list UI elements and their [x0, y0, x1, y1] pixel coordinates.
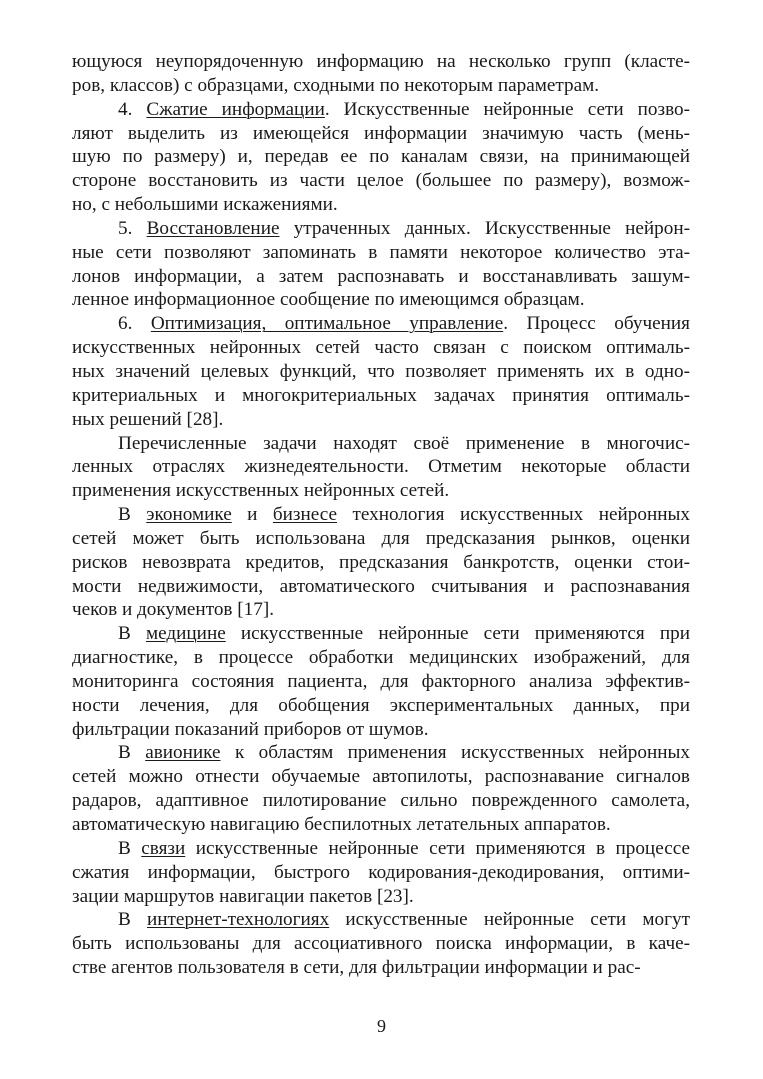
underlined-term: Сжатие информации	[146, 98, 325, 120]
text-segment: ляют выделить из имеющейся информации значимую часть (мень-	[72, 122, 690, 144]
text-line	[72, 74, 690, 98]
text-line	[72, 527, 690, 551]
text-segment: мости недвижимости, автоматического считывания и распознавания	[72, 575, 690, 597]
text-line	[72, 718, 690, 742]
text-segment: быть использованы для ассоциативного поиска информации, в каче-	[72, 933, 690, 955]
text-segment: искусственных нейронных сетей часто связан с поиском оптималь-	[72, 337, 690, 359]
text-segment: мониторинга состояния пациента, для факторного анализа эффектив-	[72, 670, 690, 692]
text-line	[72, 694, 690, 718]
text-segment: автоматическую навигацию беспилотных летательных аппаратов.	[72, 814, 611, 835]
text-segment: В	[118, 504, 147, 526]
text-segment: ющуюся неупорядоченную информацию на несколько групп (класте-	[72, 51, 690, 72]
text-line	[72, 312, 690, 336]
text-line	[72, 241, 690, 265]
text-segment: рисков невозврата кредитов, предсказания банкротств, оценки стои-	[72, 551, 690, 573]
text-segment: сетей может быть использована для предсказания рынков, оценки	[72, 527, 690, 549]
underlined-term: бизнесе	[272, 504, 338, 526]
text-line	[72, 217, 690, 241]
text-line	[72, 551, 690, 575]
underlined-term: экономике	[146, 504, 232, 526]
text-line	[72, 598, 690, 622]
text-segment: применения искусственных нейронных сетей.	[72, 480, 450, 502]
text-segment: 4.	[118, 98, 147, 120]
text-segment: . Процесс обучения	[503, 313, 690, 335]
paragraph	[72, 217, 690, 312]
text-segment: ные сети позволяют запоминать в памяти некоторое количество эта-	[72, 241, 690, 263]
text-segment: . Искусственные нейронные сети позво-	[324, 98, 690, 120]
text-segment: утраченных данных. Искусственные нейрон-	[279, 217, 690, 239]
text-segment: фильтрации показаний приборов от шумов.	[72, 718, 429, 740]
text-line	[72, 455, 690, 479]
text-segment: сжатия информации, быстрого кодирования-декодирования, оптими-	[72, 861, 690, 883]
text-segment: 5.	[118, 217, 147, 239]
underlined-term: медицине	[145, 623, 226, 645]
text-segment: лонов информации, а затем распознавать и восстанавливать зашум-	[72, 265, 690, 287]
text-segment: 6.	[118, 313, 151, 335]
underlined-term: связи	[141, 837, 186, 859]
text-segment: ленных отраслях жизнедеятельности. Отметим некоторые области	[72, 456, 690, 478]
text-line	[72, 885, 690, 909]
text-segment: сетей можно отнести обучаемые автопилоты, распознавание сигналов	[72, 766, 690, 788]
document-body	[72, 50, 690, 980]
text-segment: ных значений целевых функций, что позволяет применять их в одно-	[72, 360, 690, 382]
text-segment: диагностике, в процессе обработки медицинских изображений, для	[72, 647, 690, 669]
underlined-term: авионике	[145, 742, 221, 764]
paragraph	[72, 908, 690, 980]
underlined-term: интернет-технологиях	[147, 909, 330, 931]
text-segment: искусственные нейронные сети применяются при	[225, 623, 690, 645]
paragraph	[72, 837, 690, 909]
text-segment: Перечисленные задачи находят своё применение в многочис-	[118, 432, 690, 454]
text-line	[72, 646, 690, 670]
text-segment: ных решений [28].	[72, 408, 224, 430]
text-segment: В	[118, 742, 146, 764]
text-segment: радаров, адаптивное пилотирование сильно поврежденного самолета,	[72, 790, 690, 812]
text-line	[72, 432, 690, 456]
text-line	[72, 479, 690, 503]
text-line	[72, 288, 690, 312]
text-segment: ности лечения, для обобщения экспериментальных данных, при	[72, 694, 690, 716]
text-segment: В	[118, 623, 146, 645]
text-line	[72, 837, 690, 861]
text-line	[72, 813, 690, 837]
text-segment: искусственные нейронные сети применяются в процессе	[185, 837, 690, 859]
text-segment: ров, классов) с образцами, сходными по некоторым параметрам.	[72, 74, 600, 96]
page-number: 9	[377, 1016, 386, 1036]
text-segment: стве агентов пользователя в сети, для фильтрации информации и рас-	[72, 957, 641, 979]
text-line	[72, 741, 690, 765]
text-line	[72, 98, 690, 122]
text-segment: и	[231, 504, 273, 526]
text-segment: чеков и документов [17].	[72, 599, 275, 621]
text-line	[72, 145, 690, 169]
text-line	[72, 265, 690, 289]
paragraph	[72, 312, 690, 431]
text-line	[72, 956, 690, 980]
text-segment: В	[118, 837, 142, 859]
text-line	[72, 765, 690, 789]
text-line	[72, 408, 690, 432]
text-line	[72, 908, 690, 932]
text-segment: зации маршрутов навигации пакетов [23].	[72, 885, 414, 907]
text-segment: стороне восстановить из части целое (большее по размеру), возмож-	[72, 170, 690, 192]
text-segment: ленное информационное сообщение по имеющимся образцам.	[72, 289, 585, 311]
text-line	[72, 861, 690, 885]
paragraph	[72, 503, 690, 622]
paragraph	[72, 432, 690, 504]
text-segment: технология искусственных нейронных	[337, 504, 690, 526]
text-segment: но, с небольшими искажениями.	[72, 194, 338, 216]
text-line	[72, 336, 690, 360]
text-line	[72, 789, 690, 813]
text-line	[72, 122, 690, 146]
paragraph	[72, 741, 690, 836]
text-line	[72, 670, 690, 694]
text-line	[72, 575, 690, 599]
text-line	[72, 193, 690, 217]
text-line	[72, 169, 690, 193]
text-line	[72, 503, 690, 527]
paragraph	[72, 622, 690, 741]
text-line	[72, 360, 690, 384]
text-segment: шую по размеру) и, передав ее по каналам связи, на принимающей	[72, 146, 690, 168]
text-line	[72, 50, 690, 74]
underlined-term: Восстановление	[146, 217, 280, 239]
text-line	[72, 622, 690, 646]
text-segment: искусственные нейронные сети могут	[329, 909, 690, 931]
paragraph	[72, 98, 690, 217]
text-segment: критериальных и многокритериальных задачах принятия оптималь-	[72, 384, 690, 406]
text-segment: В	[118, 909, 148, 931]
text-line	[72, 932, 690, 956]
text-line	[72, 384, 690, 408]
paragraph	[72, 50, 690, 98]
underlined-term: Оптимизация, оптимальное управление	[150, 313, 504, 335]
text-segment: к областям применения искусственных нейронных	[220, 742, 690, 764]
